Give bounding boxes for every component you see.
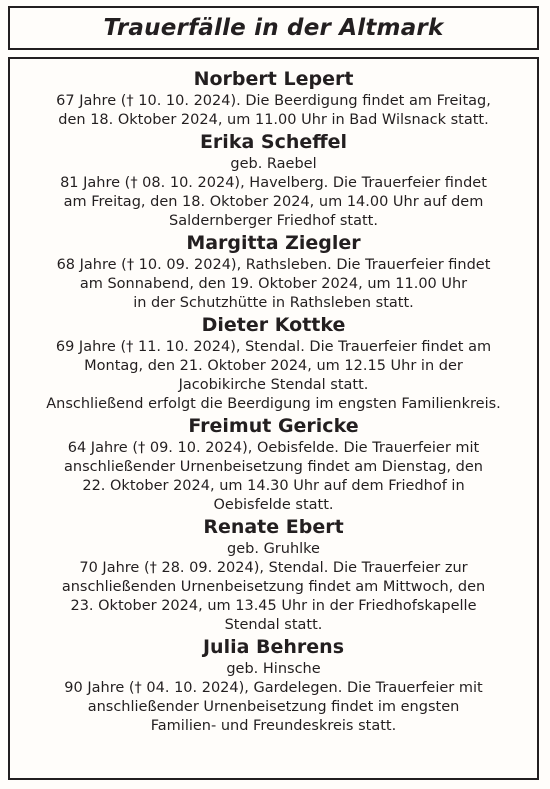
obituary-text-line: geb. Hinsche (226, 661, 321, 677)
deceased-name: Margitta Ziegler (186, 232, 361, 254)
obituary-text-line: in der Schutzhütte in Rathsleben statt. (133, 295, 414, 311)
header-box (8, 6, 539, 50)
obituary-text-line: am Sonnabend, den 19. Oktober 2024, um 11.00 Uhr (79, 276, 468, 292)
obituary-text-line: 67 Jahre († 10. 10. 2024). Die Beerdigung findet am Freitag, (56, 93, 491, 109)
deceased-name: Renate Ebert (203, 516, 344, 538)
obituary-text-line: 69 Jahre († 11. 10. 2024), Stendal. Die Trauerfeier findet am (55, 339, 492, 355)
obituary-text-line: Familien- und Freundeskreis statt. (150, 718, 397, 734)
deceased-name: Freimut Gericke (188, 415, 359, 437)
page-title: Trauerfälle in der Altmark (103, 15, 444, 41)
obituary-text-line: 68 Jahre († 10. 09. 2024), Rathsleben. Die Trauerfeier findet (56, 257, 491, 273)
obituary-text-line: anschließenden Urnenbeisetzung findet am Mittwoch, den (61, 579, 486, 595)
obituary-entry (8, 130, 539, 231)
obituary-text-line: Oebisfelde statt. (213, 497, 334, 513)
deceased-name: Norbert Lepert (193, 68, 354, 90)
obituary-text-line: am Freitag, den 18. Oktober 2024, um 14.00 Uhr auf dem (63, 194, 484, 210)
obituary-entry (8, 515, 539, 635)
obituary-text-line: anschließender Urnenbeisetzung findet am Dienstag, den (64, 459, 483, 475)
obituary-text-line: Anschließend erfolgt die Beerdigung im engsten Familienkreis. (46, 396, 501, 412)
deceased-name: Julia Behrens (202, 636, 345, 658)
obituary-text-line: geb. Gruhlke (227, 541, 320, 557)
deceased-name: Dieter Kottke (201, 314, 346, 336)
obituary-text-line: 23. Oktober 2024, um 13.45 Uhr in der Friedhofskapelle (70, 598, 477, 614)
obituary-entry (8, 414, 539, 515)
obituary-text-line: Jacobikirche Stendal statt. (178, 377, 369, 393)
obituary-text-line: Stendal statt. (224, 617, 323, 633)
obituary-entry (8, 231, 539, 313)
deceased-name: Erika Scheffel (199, 131, 348, 153)
obituary-text-line: den 18. Oktober 2024, um 11.00 Uhr in Bad Wilsnack statt. (58, 112, 489, 128)
obituary-text-line: anschließender Urnenbeisetzung findet im engsten (87, 699, 460, 715)
obituary-text-line: Montag, den 21. Oktober 2024, um 12.15 Uhr in der (84, 358, 463, 374)
obituary-text-line: 70 Jahre († 28. 09. 2024), Stendal. Die Trauerfeier zur (79, 560, 468, 576)
obituary-text-line: 81 Jahre († 08. 10. 2024), Havelberg. Die Trauerfeier findet (60, 175, 487, 191)
obituary-text-line: geb. Raebel (230, 156, 317, 172)
obituary-entry (8, 67, 539, 130)
obituary-text-line: 22. Oktober 2024, um 14.30 Uhr auf dem Friedhof in (82, 478, 465, 494)
obituary-entry (8, 313, 539, 414)
obituary-text-line: Saldernberger Friedhof statt. (169, 213, 378, 229)
obituary-entry (8, 635, 539, 736)
obituary-text-line: 64 Jahre († 09. 10. 2024), Oebisfelde. Die Trauerfeier mit (67, 440, 480, 456)
obituary-text-line: 90 Jahre († 04. 10. 2024), Gardelegen. Die Trauerfeier mit (64, 680, 483, 696)
obituary-list (8, 67, 539, 736)
